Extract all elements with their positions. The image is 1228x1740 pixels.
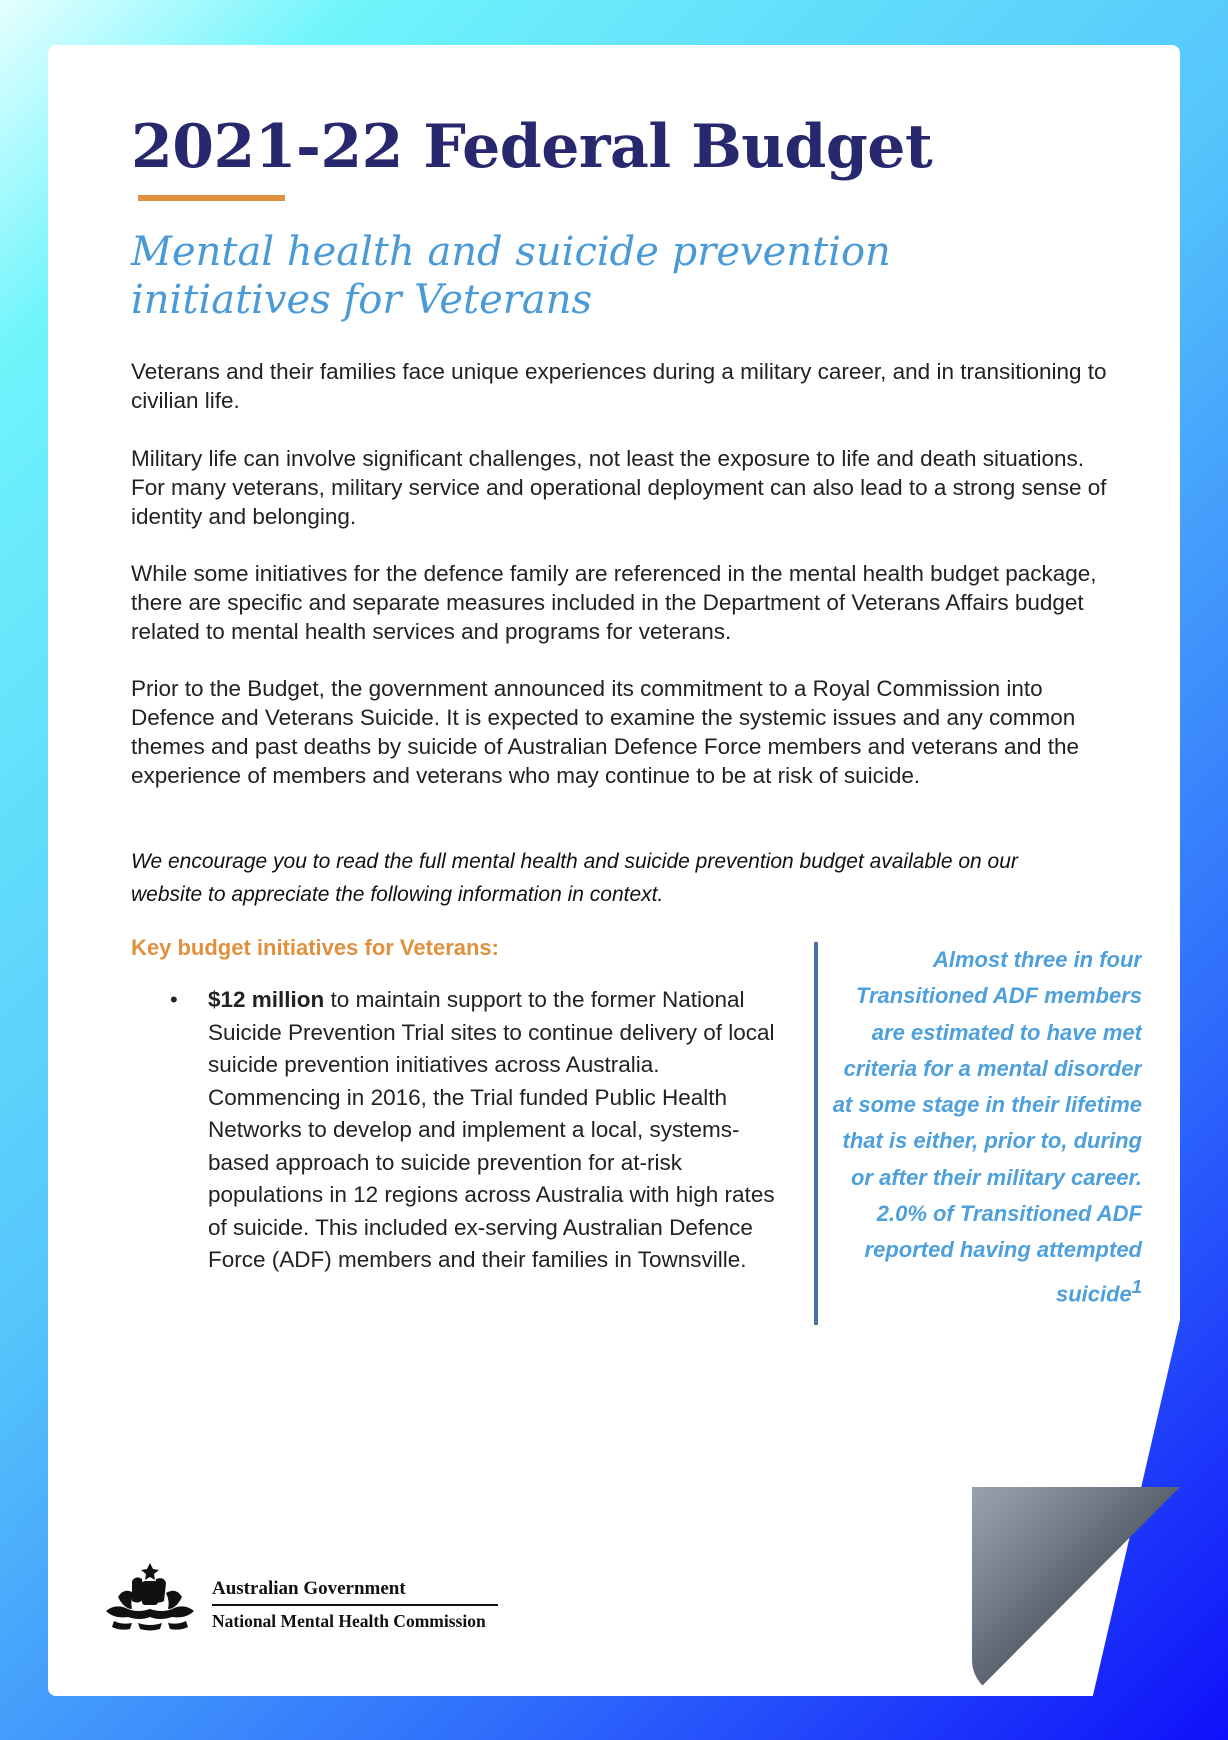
statistics-callout [832, 942, 1142, 1325]
military-life-paragraph: Military life can involve significant challenges, not least the exposure to life and death situations. For many veterans, military service and operational deployment can also lead to a strong sense of identity and belonging. [131, 446, 1107, 529]
government-name: Australian Government [212, 1578, 406, 1599]
royal-commission-paragraph: Prior to the Budget, the government announced its commitment to a Royal Commission into Defence and Veterans Suicide. It is expected to examine the systemic issues and any common themes and past deaths by suicide of Australian Defence Force members and veterans and the experience of members and veterans who may continue to be at risk of suicide. [131, 676, 1080, 788]
commission-name: National Mental Health Commission [212, 1611, 486, 1631]
coat-of-arms-icon [98, 1561, 202, 1633]
page-subtitle: Mental health and suicide prevention initiatives for Veterans [131, 229, 891, 323]
footer-divider [212, 1604, 498, 1606]
context-note: We encourage you to read the full mental health and suicide prevention budget available on our website to appreciate the following information in context. [131, 850, 1018, 906]
funding-amount: $12 million [208, 987, 325, 1012]
callout-text: Almost three in four Transitioned ADF members are estimated to have met criteria for a mental disorder at some stage in their lifetime that is either, prior to, during or after their military career. 2.0% of Transitioned ADF reported having attempted suicide [832, 947, 1142, 1306]
page-title: 2021-22 Federal Budget [131, 112, 933, 182]
callout-bar [814, 942, 818, 1325]
callout-footnote: 1 [1131, 1275, 1142, 1297]
bullet-icon: • [170, 987, 178, 1012]
title-underline [138, 195, 285, 201]
initiatives-paragraph: While some initiatives for the defence family are referenced in the mental health budget package, there are specific and separate measures included in the Department of Veterans Affairs budget related to mental health services and programs for veterans. [131, 561, 1097, 644]
initiative-description: to maintain support to the former National Suicide Prevention Trial sites to continue delivery of local suicide prevention initiatives across Australia. Commencing in 2016, the Trial funded Public Health Networks to develop and implement a local, systems-based approach to suicide prevention for at-risk populations in 12 regions across Australia with high rates of suicide. This included ex-serving Australian Defence Force (ADF) members and their families in Townsville. [208, 987, 775, 1272]
key-initiatives-heading: Key budget initiatives for Veterans: [131, 935, 499, 960]
intro-paragraph: Veterans and their families face unique experiences during a military career, and in transitioning to civilian life. [131, 359, 1107, 413]
list-item [170, 984, 788, 1277]
initiatives-list [170, 984, 788, 1277]
